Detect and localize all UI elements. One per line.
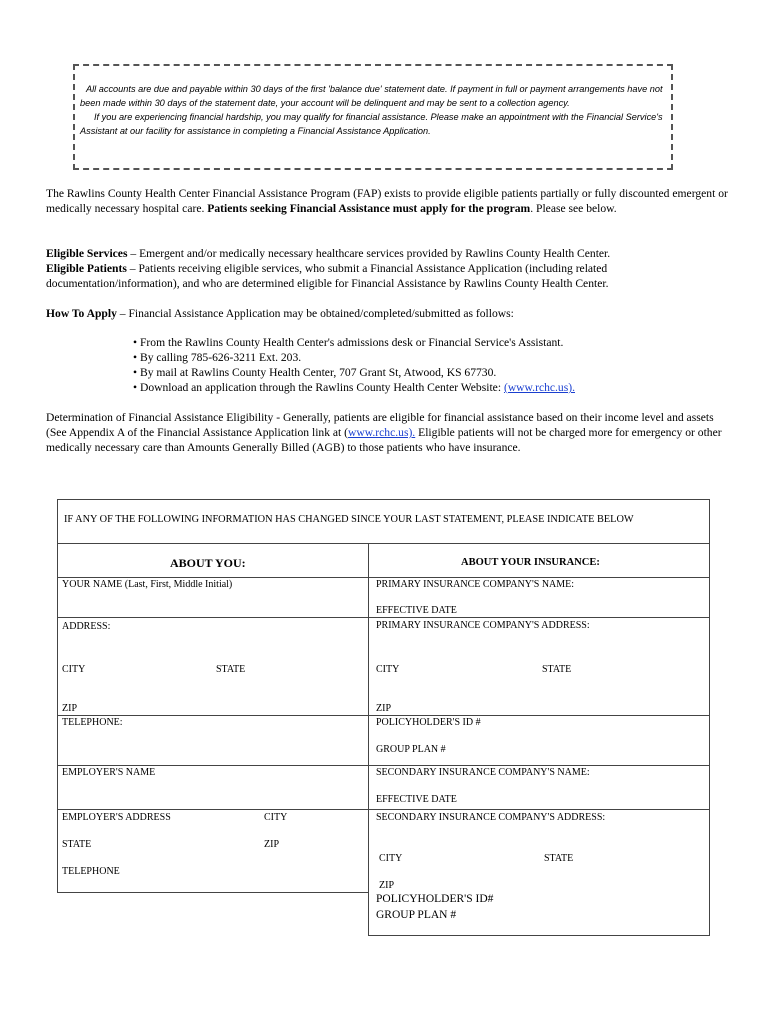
row-divider	[57, 809, 710, 810]
zip-label: ZIP	[62, 703, 77, 714]
intro-paragraph	[46, 186, 736, 216]
row-divider	[368, 935, 710, 936]
intro-bold: Patients seeking Financial Assistance must apply for the program	[207, 202, 531, 215]
primary-address-label: PRIMARY INSURANCE COMPANY'S ADDRESS:	[376, 620, 590, 631]
form-header: IF ANY OF THE FOLLOWING INFORMATION HAS CHANGED SINCE YOUR LAST STATEMENT, PLEASE INDICATE BELOW	[64, 514, 634, 525]
eligible-services-text: – Emergent and/or medically necessary healthcare services provided by Rawlins County Health Center.	[127, 247, 611, 260]
right-column-border	[709, 543, 710, 936]
notice-text	[80, 82, 670, 138]
appendix-link[interactable]: www.rchc.us).	[348, 426, 416, 439]
row-divider	[57, 715, 710, 716]
bullet-item: • From the Rawlins County Health Center's admissions desk or Financial Service's Assistant.	[133, 336, 564, 349]
secondary-zip-label: ZIP	[379, 880, 394, 891]
notice-line-1: All accounts are due and payable within 30 days of the first 'balance due' statement date. If payment in full or payment arrangements have not been made within 30 days of the statement date, your account will be delinquent and may be sent to a collection agency.	[80, 84, 663, 108]
employer-address-label: EMPLOYER'S ADDRESS	[62, 812, 171, 823]
bullet-item: • By mail at Rawlins County Health Center, 707 Grant St, Atwood, KS 67730.	[133, 366, 497, 379]
row-divider	[57, 617, 710, 618]
primary-zip-label: ZIP	[376, 703, 391, 714]
determination-text: Determination of Financial Assistance Eligibility - Generally, patients are eligible for financial assistance based on their income level and assets (See Appendix A of the Financial Assistance Application link at (	[46, 411, 714, 439]
determination-paragraph	[46, 410, 736, 455]
notice-line-2: If you are experiencing financial hardship, you may qualify for financial assistance. Please make an appointment with the Financial Service's Assistant at our facility for assistance in completing a Financial Assistance Application.	[80, 112, 663, 136]
left-column-border	[57, 543, 58, 893]
secondary-state-label: STATE	[544, 853, 574, 864]
policyholder-id-2-label: POLICYHOLDER'S ID#	[376, 893, 494, 905]
intro-tail: . Please see below.	[530, 202, 617, 215]
primary-state-label: STATE	[542, 664, 572, 675]
employer-name-label: EMPLOYER'S NAME	[62, 767, 156, 778]
effective-date-label: EFFECTIVE DATE	[376, 605, 457, 616]
city-label: CITY	[62, 664, 86, 675]
row-divider	[57, 765, 710, 766]
employer-telephone-label: TELEPHONE	[62, 866, 120, 877]
row-divider	[57, 577, 710, 578]
apply-bullets	[133, 335, 575, 395]
eligible-services	[46, 246, 736, 261]
row-divider	[57, 892, 369, 893]
your-name-label: YOUR NAME (Last, First, Middle Initial)	[62, 579, 233, 590]
how-to-apply	[46, 306, 736, 321]
secondary-company-label: SECONDARY INSURANCE COMPANY'S NAME:	[376, 767, 590, 778]
primary-company-label: PRIMARY INSURANCE COMPANY'S NAME:	[376, 579, 575, 590]
how-to-apply-label: How To Apply	[46, 307, 117, 320]
eligible-patients-text: – Patients receiving eligible services, who submit a Financial Assistance Application (including related documentation/information), and who are determined eligible for Financial Assistance by Rawlins County Health Center.	[46, 262, 609, 290]
how-to-apply-text: – Financial Assistance Application may be obtained/completed/submitted as follows:	[116, 307, 514, 320]
policyholder-id-label: POLICYHOLDER'S ID #	[376, 717, 481, 728]
group-plan-2-label: GROUP PLAN #	[376, 909, 457, 921]
middle-column-border	[368, 543, 369, 936]
determination-text-2: Eligible patients will not be charged more for emergency or other medically necessary care than Amounts Generally Billed (AGB) to those patients who have insurance.	[46, 426, 722, 454]
state-label: STATE	[216, 664, 246, 675]
bullet-item	[133, 380, 575, 395]
employer-city-label: CITY	[264, 812, 288, 823]
secondary-city-label: CITY	[379, 853, 403, 864]
eligible-patients-label: Eligible Patients	[46, 262, 127, 275]
employer-state-label: STATE	[62, 839, 92, 850]
eligible-patients	[46, 261, 736, 291]
eligible-services-label: Eligible Services	[46, 247, 128, 260]
employer-zip-label: ZIP	[264, 839, 279, 850]
intro-text: The Rawlins County Health Center Financial Assistance Program (FAP) exists to provide eligible patients partially or fully discounted emergent or medically necessary hospital care.	[46, 187, 728, 215]
eligible-section	[46, 246, 736, 291]
group-plan-label: GROUP PLAN #	[376, 744, 446, 755]
bullet-item-text: • Download an application through the Rawlins County Health Center Website:	[133, 381, 504, 394]
about-insurance-heading: ABOUT YOUR INSURANCE:	[461, 557, 600, 568]
primary-city-label: CITY	[376, 664, 400, 675]
telephone-label: TELEPHONE:	[62, 717, 123, 728]
website-link[interactable]: (www.rchc.us).	[503, 381, 575, 394]
about-you-heading: ABOUT YOU:	[170, 556, 246, 570]
secondary-address-label: SECONDARY INSURANCE COMPANY'S ADDRESS:	[376, 812, 606, 823]
secondary-effective-date-label: EFFECTIVE DATE	[376, 794, 457, 805]
bullet-item: • By calling 785-626-3211 Ext. 203.	[133, 351, 302, 364]
address-label: ADDRESS:	[62, 621, 111, 632]
